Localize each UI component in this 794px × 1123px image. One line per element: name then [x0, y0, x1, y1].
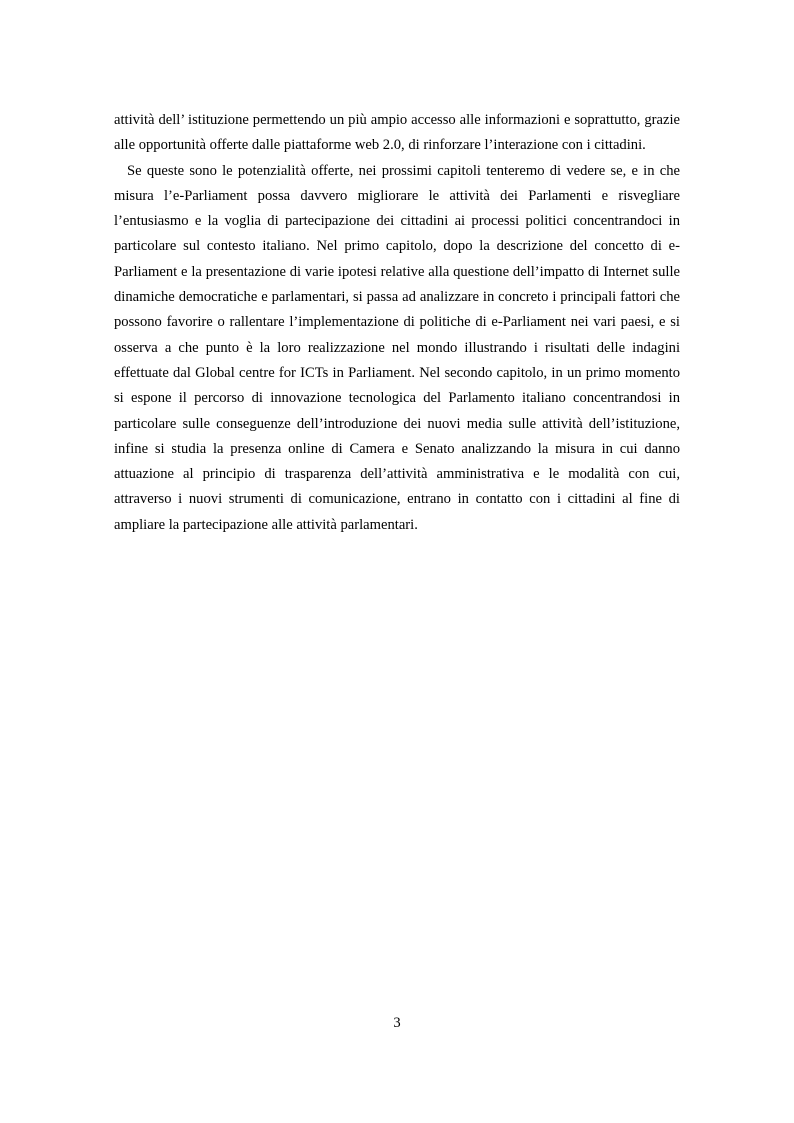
body-text [114, 108, 680, 538]
text-line: osserva a che punto è la loro realizzazione nel mondo illustrando i risultati delle indagini [114, 339, 680, 356]
text-line: attuazione al principio di trasparenza dell’attività amministrativa e le modalità con cui, [114, 466, 680, 483]
text-line: alle opportunità offerte dalle piattaforme web 2.0, di rinforzare l’interazione con i cittadini. [114, 137, 646, 154]
text-line: particolare sul contesto italiano. Nel primo capitolo, dopo la descrizione del concetto di e- [114, 238, 680, 255]
text-line: infine si studia la presenza online di Camera e Senato analizzando la misura in cui danno [114, 440, 680, 457]
text-line: possono favorire o rallentare l’implementazione di politiche di e-Parliament nei vari paesi, e si [114, 314, 680, 331]
page-number: 3 [393, 1015, 401, 1031]
text-line: effettuate dal Global centre for ICTs in Parliament. Nel secondo capitolo, in un primo momento [114, 364, 680, 381]
text-line: Parliament e la presentazione di varie ipotesi relative alla questione dell’impatto di Internet sulle [114, 263, 680, 280]
text-line: attraverso i nuovi strumenti di comunicazione, entrano in contatto con i cittadini al fine di [114, 491, 680, 508]
text-line: ampliare la partecipazione alle attività parlamentari. [114, 516, 418, 533]
text-line: attività dell’ istituzione permettendo un più ampio accesso alle informazioni e soprattutto, grazie [114, 112, 680, 128]
text-line: particolare sulle conseguenze dell’introduzione dei nuovi media sulle attività dell’istituzione, [114, 415, 680, 432]
text-line: si espone il percorso di innovazione tecnologica del Parlamento italiano concentrandosi in [114, 390, 680, 407]
paragraph-first-line: Se queste sono le potenzialità offerte, nei prossimi capitoli tenteremo di vedere se, e in che [127, 162, 680, 179]
text-line: misura l’e-Parliament possa davvero migliorare le attività dei Parlamenti e risvegliare [114, 187, 680, 204]
text-line: dinamiche democratiche e parlamentari, si passa ad analizzare in concreto i principali fattori che [114, 289, 680, 306]
text-line: l’entusiasmo e la voglia di partecipazione dei cittadini ai processi politici concentrandoci in [114, 213, 680, 230]
